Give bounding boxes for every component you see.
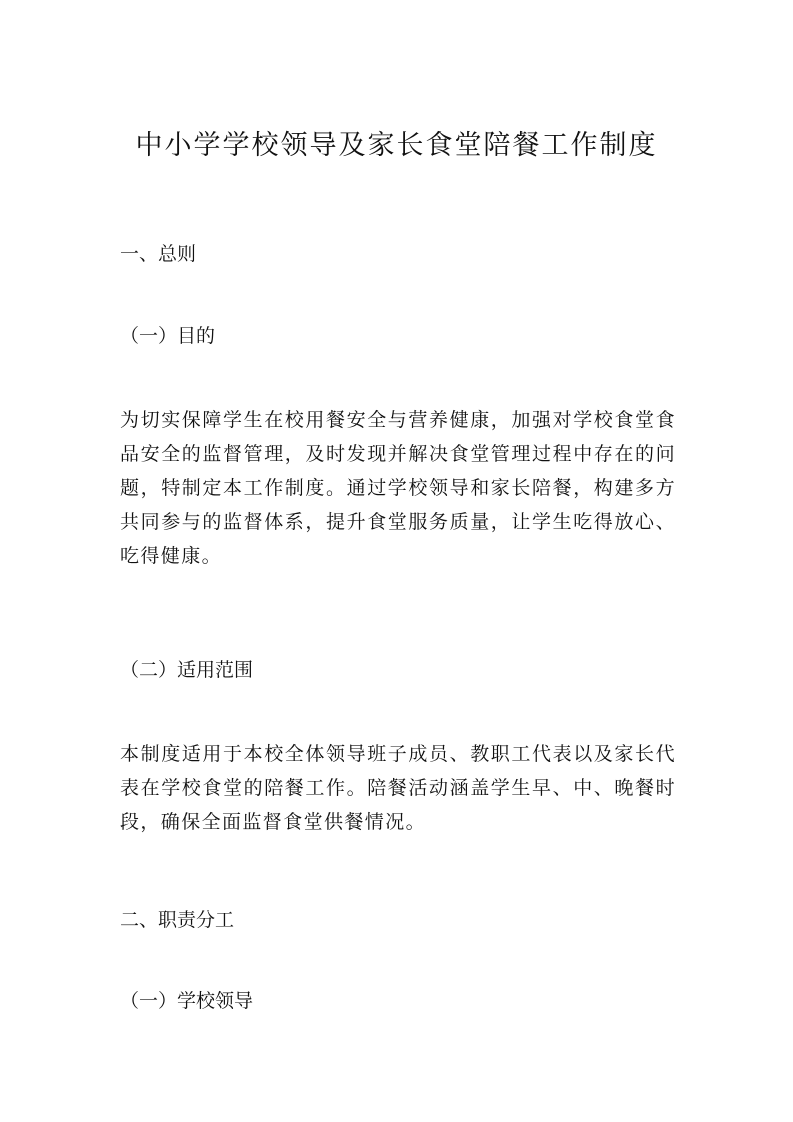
section-heading-duties: 二、职责分工 (120, 909, 235, 931)
paragraph-purpose: 为切实保障学生在校用餐安全与营养健康，加强对学校食堂食品安全的监督管理，及时发现并解决食堂管理过程中存在的问题，特制定本工作制度。通过学校领导和家长陪餐，构建多方共同参与的监督体系，提升食堂服务质量，让学生吃得放心、吃得健康。 (120, 409, 676, 567)
document-title: 中小学学校领导及家长食堂陪餐工作制度 (135, 130, 658, 161)
section-heading-general: 一、总则 (120, 243, 197, 265)
paragraph-scope: 本制度适用于本校全体领导班子成员、教职工代表以及家长代表在学校食堂的陪餐工作。陪餐活动涵盖学生早、中、晚餐时段，确保全面监督食堂供餐情况。 (120, 743, 676, 833)
subsection-heading-scope: （二）适用范围 (120, 659, 254, 681)
subsection-heading-school-leaders: （一）学校领导 (120, 990, 254, 1012)
subsection-heading-purpose: （一）目的 (120, 325, 216, 347)
